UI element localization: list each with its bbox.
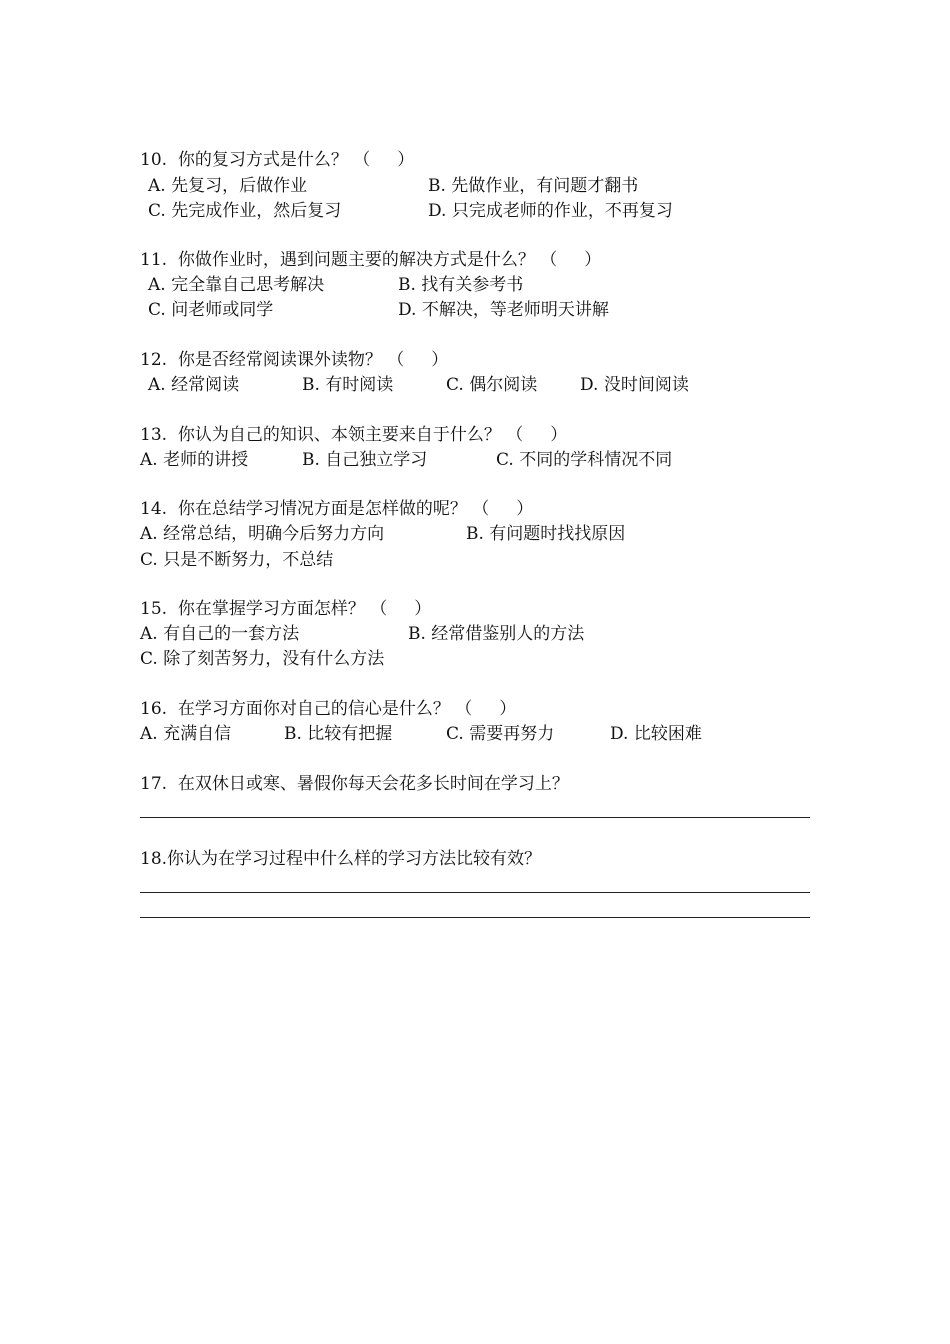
question-11-option-a: A. 完全靠自己思考解决 xyxy=(148,275,325,295)
question-14-option-c: C. 只是不断努力，不总结 xyxy=(140,550,334,570)
question-16-option-b: B. 比较有把握 xyxy=(284,724,393,744)
question-13-stem: 13. 你认为自己的知识、本领主要来自于什么？ （ ） xyxy=(140,425,568,445)
question-11-option-b: B. 找有关参考书 xyxy=(398,275,524,295)
question-10-option-b: B. 先做作业，有问题才翻书 xyxy=(428,176,639,196)
question-10-stem: 10. 你的复习方式是什么？ （ ） xyxy=(140,150,415,170)
question-12-option-a: A. 经常阅读 xyxy=(148,375,240,395)
question-12-stem: 12. 你是否经常阅读课外读物？ （ ） xyxy=(140,350,449,370)
question-17-answer-line[interactable] xyxy=(140,817,810,818)
question-16-option-a: A. 充满自信 xyxy=(140,724,232,744)
question-12-option-d: D. 没时间阅读 xyxy=(580,375,689,395)
question-13-option-b: B. 自己独立学习 xyxy=(302,450,428,470)
question-15-stem: 15. 你在掌握学习方面怎样？ （ ） xyxy=(140,599,432,619)
question-12-option-b: B. 有时阅读 xyxy=(302,375,394,395)
question-15-option-c: C. 除了刻苦努力，没有什么方法 xyxy=(140,649,385,669)
question-17-stem: 17. 在双休日或寒、暑假你每天会花多长时间在学习上？ xyxy=(140,774,569,794)
question-10-option-a: A. 先复习，后做作业 xyxy=(148,176,308,196)
question-13-option-c: C. 不同的学科情况不同 xyxy=(496,450,673,470)
question-18-answer-line-1[interactable] xyxy=(140,892,810,893)
question-10-option-c: C. 先完成作业，然后复习 xyxy=(148,201,342,221)
question-15-option-b: B. 经常借鉴别人的方法 xyxy=(408,624,585,644)
question-14-option-a: A. 经常总结，明确今后努力方向 xyxy=(140,524,385,544)
question-11-option-d: D. 不解决，等老师明天讲解 xyxy=(398,300,609,320)
question-16-stem: 16. 在学习方面你对自己的信心是什么？ （ ） xyxy=(140,699,517,719)
question-11-stem: 11. 你做作业时，遇到问题主要的解决方式是什么？ （ ） xyxy=(140,250,602,270)
question-12-option-c: C. 偶尔阅读 xyxy=(446,375,538,395)
question-16-option-c: C. 需要再努力 xyxy=(446,724,555,744)
question-18-answer-line-2[interactable] xyxy=(140,917,810,918)
question-18-stem: 18.你认为在学习过程中什么样的学习方法比较有效？ xyxy=(140,849,542,869)
question-14-option-b: B. 有问题时找找原因 xyxy=(466,524,626,544)
question-13-option-a: A. 老师的讲授 xyxy=(140,450,249,470)
question-10-option-d: D. 只完成老师的作业，不再复习 xyxy=(428,201,673,221)
question-15-option-a: A. 有自己的一套方法 xyxy=(140,624,300,644)
question-16-option-d: D. 比较困难 xyxy=(610,724,702,744)
question-11-option-c: C. 问老师或同学 xyxy=(148,300,274,320)
question-14-stem: 14. 你在总结学习情况方面是怎样做的呢？ （ ） xyxy=(140,499,534,519)
